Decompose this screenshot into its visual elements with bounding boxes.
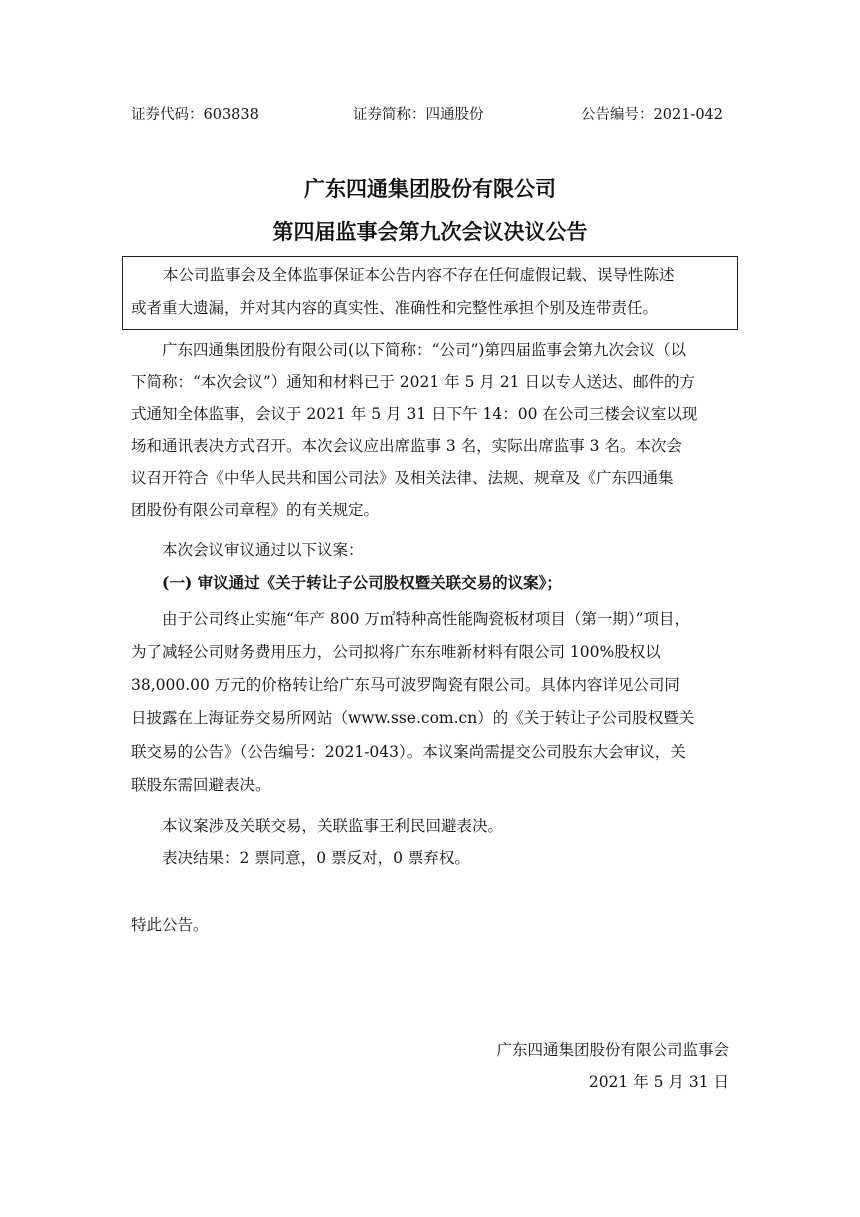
review-intro: 本次会议审议通过以下议案：	[162, 541, 364, 559]
motion-body-line: 为了减轻公司财务费用压力，公司拟将广东东唯新材料有限公司 100%股权以	[131, 643, 661, 661]
security-short-name: 证券简称：四通股份	[353, 107, 484, 123]
intro-line: 式通知全体监事，会议于 2021 年 5 月 31 日下午 14：00 在公司三楼会议室以现	[131, 405, 698, 423]
intro-line: 广东四通集团股份有限公司(以下简称：“公司”)第四届监事会第九次会议（以	[162, 341, 686, 359]
motion-body-line: 由于公司终止实施“年产 800 万㎡特种高性能陶瓷板材项目（第一期）”项目，	[162, 610, 691, 628]
disclaimer-line: 本公司监事会及全体监事保证本公告内容不存在任何虚假记载、误导性陈述	[163, 266, 675, 284]
motion-body-line: 38,000.00 万元的价格转让给广东马可波罗陶瓷有限公司。具体内容详见公司同	[131, 676, 680, 694]
company-title: 广东四通集团股份有限公司	[304, 176, 556, 201]
announcement-title: 第四届监事会第九次会议决议公告	[272, 219, 588, 244]
signature-organization: 广东四通集团股份有限公司监事会	[496, 1041, 729, 1059]
closing-statement: 特此公告。	[131, 916, 209, 934]
announcement-number: 公告编号：2021-042	[581, 107, 723, 123]
related-transaction-note: 本议案涉及关联交易，关联监事王利民回避表决。	[162, 817, 504, 835]
motion-title: (一) 审议通过《关于转让子公司股权暨关联交易的议案》；	[162, 573, 562, 592]
intro-line: 下简称：“本次会议”）通知和材料已于 2021 年 5 月 21 日以专人送达、邮件的方	[131, 373, 695, 391]
intro-line: 议召开符合《中华人民共和国公司法》及相关法律、法规、规章及《广东四通集	[131, 469, 674, 487]
disclaimer-box	[122, 256, 738, 330]
motion-body-line: 联股东需回避表决。	[131, 776, 271, 794]
intro-line: 场和通讯表决方式召开。本次会议应出席监事 3 名，实际出席监事 3 名。本次会	[131, 437, 682, 455]
security-code: 证券代码：603838	[131, 107, 259, 123]
disclaimer-line: 或者重大遗漏，并对其内容的真实性、准确性和完整性承担个别及连带责任。	[131, 299, 659, 317]
intro-line: 团股份有限公司章程》的有关规定。	[131, 501, 380, 519]
motion-body-line: 日披露在上海证券交易所网站（www.sse.com.cn）的《关于转让子公司股权暨关	[131, 709, 695, 727]
document-header	[131, 104, 723, 126]
motion-body-line: 联交易的公告》（公告编号：2021-043）。本议案尚需提交公司股东大会审议，关	[131, 743, 686, 761]
vote-result: 表决结果：2 票同意，0 票反对，0 票弃权。	[162, 849, 470, 867]
signature-date: 2021 年 5 月 31 日	[588, 1073, 729, 1091]
